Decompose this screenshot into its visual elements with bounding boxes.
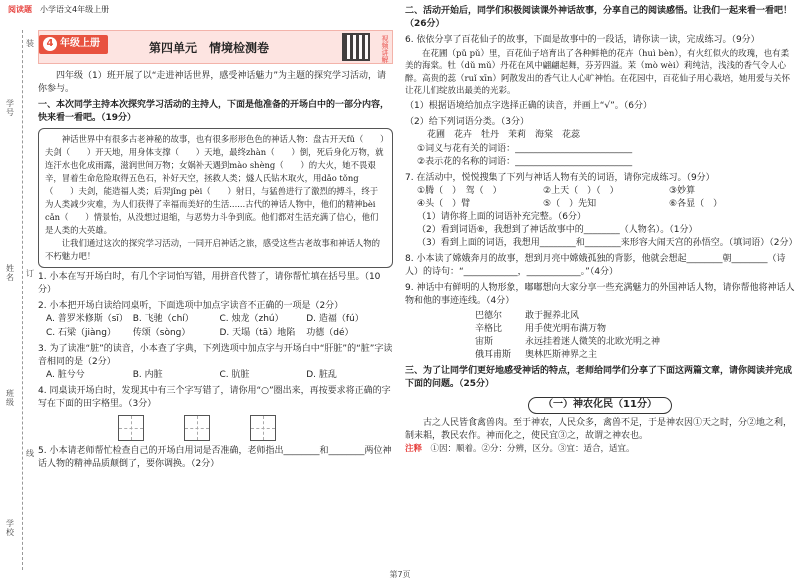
annotation bbox=[405, 443, 795, 455]
question-6-2: （2）给下列词语分类。（3分） bbox=[405, 117, 529, 128]
matching-table bbox=[475, 310, 674, 362]
table-row bbox=[475, 310, 674, 323]
page-number: 第7页 bbox=[389, 570, 411, 580]
brand-label: 阅读题 bbox=[8, 5, 32, 14]
question-7-3[interactable]: （3）看到上面的词语，我想用________和________来形容大闹天宫的孙悟空。（填词语）（2分） bbox=[417, 237, 798, 248]
question-6-2a[interactable]: ①词义与花有关的词语：__________________________ bbox=[417, 143, 633, 154]
question-1-4: 4. 同桌读开场白时，发现其中有三个字写错了，请你用“○”圈出来，再按要求将正确的字写在下面的田字格里。（3分） bbox=[38, 385, 391, 409]
match-left[interactable]: 巴德尔 bbox=[475, 311, 503, 322]
question-7-1: （1）请你将上面的词语补充完整。（6分） bbox=[417, 211, 586, 222]
question-9: 9. 神话中有鲜明的人物形象，嘟嘟想向大家分享一些充满魅力的外国神话人物，请你帮他将神话人物和他的事迹连线。（4分） bbox=[405, 283, 795, 307]
table-row bbox=[475, 349, 674, 362]
grade-label: 年级上册 bbox=[60, 38, 100, 49]
binding-label-id: 学号 bbox=[6, 99, 14, 117]
option-item[interactable]: 功德（dé） bbox=[306, 327, 354, 338]
question-6-passage: 在花圃（pǔ pǔ）里，百花仙子培育出了各种鲜艳的花卉（huì bèn），有火红似火的玫瑰，也有柔美的海棠。牡（dǔ mǔ）丹花在风中翩翩起舞，芬芳四溢。茉（mò wèi）莉纯洁，浅浅的香气令人心醉。高贵的蕊（ruǐ xīn）阿散发出的香气让人心旷神怡。在花园中，百花仙子用心栽培，她用爱与关怀让花儿们绽放出最美的光彩。 bbox=[405, 49, 790, 97]
question-6: 6. 依依分享了百花仙子的故事，下面是故事中的一段话，请你读一读，完成练习。（9分） bbox=[405, 35, 760, 46]
question-1-2: 2. 小本把开场白读给同桌听，下面选项中加点字读音不正确的一项是（2分） bbox=[38, 301, 344, 312]
intro-text: 四年级（1）班开展了以“走进神话世界，感受神话魅力”为主题的探究学习活动，请你参与。 bbox=[38, 71, 387, 95]
annotation-text: ①因：顺着。②分：分辨，区分。③宜：适合，适宜。 bbox=[430, 443, 635, 454]
option-item[interactable]: D. 脏乱 bbox=[306, 369, 337, 380]
binding-cut-2: 订 bbox=[26, 269, 34, 278]
tian-grid-box[interactable] bbox=[184, 415, 210, 441]
story-box bbox=[38, 128, 393, 268]
question-8[interactable]: 8. 小本读了嫦娥奔月的故事，想到月亮中嫦娥孤独的背影，他就会想起________朝________（诗人）的诗句：“____________，____________。”（4分） bbox=[405, 253, 786, 277]
question-7: 7. 在活动中，悦悦搜集了下列与神话人物有关的词语，请你完成练习。（9分） bbox=[405, 172, 715, 183]
right-page bbox=[405, 2, 798, 562]
question-1-heading: 一、本次同学主持本次探究学习活动的主持人，下面是他准备的开场白中的一部分内容，快来看一看吧。（19分） bbox=[38, 100, 390, 124]
book-label: 小学语文4年级上册 bbox=[40, 5, 110, 14]
table-row bbox=[475, 323, 674, 336]
unit-banner bbox=[38, 30, 393, 64]
binding-cut-1: 装 bbox=[26, 39, 34, 48]
grade-number: 4 bbox=[43, 37, 57, 51]
question-1-5: 5. 小本请老师帮忙检查自己的开场白用词是否准确，老师指出________和________两位神话人物的精神品质颠倒了，要你调换。（2分） bbox=[38, 445, 392, 469]
option-item[interactable]: D. 天塌（tā）地陷 bbox=[219, 327, 296, 338]
qr-code-icon[interactable] bbox=[342, 33, 370, 61]
question-6-1: （1）根据语境给加点字选择正确的读音，并画上“√”。（6分） bbox=[405, 101, 653, 112]
section-title bbox=[405, 397, 795, 414]
annotation-label: 注释 bbox=[405, 443, 423, 454]
classical-passage: 古之人民皆食禽兽肉。至于神农，人民众多，禽兽不足，于是神农因①天之时，分②地之利，制耒耜，教民农作。神而化之，使民宜③之，故谓之神农也。 bbox=[405, 417, 793, 441]
option-item[interactable]: B. 飞驰（chí） bbox=[132, 314, 194, 325]
top-strip bbox=[8, 4, 109, 16]
table-row bbox=[475, 336, 674, 349]
match-right[interactable]: 敢于握养北风 bbox=[525, 311, 580, 322]
match-left[interactable]: 宙斯 bbox=[475, 337, 494, 348]
option-item[interactable]: C. 肮脏 bbox=[219, 369, 250, 380]
option-item[interactable]: D. 造福（fú） bbox=[306, 314, 364, 325]
word-item[interactable]: ⑥各显（ ） bbox=[669, 198, 723, 209]
story-paragraph-1: 神话世界中有很多古老神秘的故事，也有很多形形色色的神话人物：盘古开天fǔ（ ）夫剑（ ）开天地，用身体支撑（ ）天地，最终zhàn（ ）倒，死后身化万物，就连汗水也化成雨露，滋润世间万物；女娲补天遇到mào shèng（ ）的大火，她不畏艰辛，冒着生命危险取得五色石，补好天空，拯救人类；燧人氏钻木取火，用dǎo tǒng（ ）夫剑，能造福人类；后羿jǐng pèi（ ）射日，与猛兽进行了激烈的搏斗，终于为人类减少灾难，为人们获得了幸福而美好的生活......古代的神话人物中，他们的精神bèi cǎn（ ）情景怡，从没想过退缩，与恶势力斗争到底。他们都对生活充满了信心，他们是人类的大英雄。 bbox=[45, 134, 385, 236]
question-7-2[interactable]: （2）看到词语⑥，我想到了神话故事中的________（人物名）。（1分） bbox=[417, 224, 698, 235]
word-item[interactable]: ①腾（ ） 驾（ ） bbox=[417, 185, 502, 196]
page-title: 第四单元 情境检测卷 bbox=[149, 41, 270, 55]
question-6-2b[interactable]: ②表示花的名称的词语：__________________________ bbox=[417, 156, 633, 167]
option-item[interactable]: A. 脏兮兮 bbox=[46, 369, 85, 380]
binding-label-school: 学校 bbox=[6, 519, 14, 537]
match-left[interactable]: 辛格比 bbox=[475, 324, 503, 335]
word-item[interactable]: ⑤（ ）先知 bbox=[543, 198, 597, 209]
option-item[interactable]: C. 烛龙（zhú） bbox=[219, 314, 284, 325]
match-left[interactable]: 俄耳甫斯 bbox=[475, 350, 512, 361]
option-item[interactable]: B. 内脏 bbox=[132, 369, 163, 380]
question-6-words: 花圃 花卉 牡丹 茉莉 海棠 花蕊 bbox=[427, 130, 581, 141]
match-right[interactable]: 用手使光明布满万物 bbox=[525, 324, 607, 335]
word-item[interactable]: ④头（ ）臂 bbox=[417, 198, 471, 209]
question-7-words bbox=[405, 185, 795, 211]
question-3-heading: 三、为了让同学们更好地感受神话的特点，老师给同学们分享了下面这两篇文章，请你阅读并完成下面的问题。（25分） bbox=[405, 366, 793, 390]
word-item[interactable]: ③妙算 bbox=[669, 185, 696, 196]
qr-label: 视频讲解 bbox=[381, 35, 389, 63]
question-2-heading: 二、活动开始后，同学们积极阅读课外神话故事，分享自己的阅读感悟。让我们一起来看一看吧！（26分） bbox=[405, 6, 793, 30]
word-item[interactable]: ②上天（ ）（ ） bbox=[543, 185, 619, 196]
binding-label-name: 姓名 bbox=[6, 264, 14, 282]
binding-margin bbox=[0, 30, 34, 570]
option-item[interactable]: C. 石梁（jiàng） bbox=[46, 327, 116, 338]
question-1-2-options bbox=[38, 313, 393, 339]
story-paragraph-2: 让我们通过这次的探究学习活动，一同开启神话之旅，感受这些古老故事和神话人物的不朽魅力吧！ bbox=[45, 238, 381, 262]
match-right[interactable]: 奥林匹斯神界之主 bbox=[525, 350, 598, 361]
tian-grid-box[interactable] bbox=[118, 415, 144, 441]
binding-cut-3: 线 bbox=[26, 449, 34, 458]
option-item[interactable]: 传颂（sòng） bbox=[132, 327, 191, 338]
cut-line bbox=[22, 30, 23, 570]
match-right[interactable]: 永远挂着迷人微笑的北欧光明之神 bbox=[525, 337, 661, 348]
section-title-label: （一）神农化民（11分） bbox=[528, 397, 672, 414]
question-1-3: 3. 为了读准“脏”的读音，小本查了字典，下列选项中加点字与开场白中“肝脏”的“脏”字读音相同的是（2分） bbox=[38, 343, 393, 367]
option-item[interactable]: A. 普罗米修斯（sī） bbox=[46, 314, 128, 325]
tian-grid-row bbox=[118, 415, 393, 441]
question-1-1: 1. 小本在写开场白时，有几个字词怕写错，用拼音代替了，请你帮忙填在括号里。（10分） bbox=[38, 272, 381, 296]
binding-label-class: 班级 bbox=[6, 389, 14, 407]
question-1-3-options bbox=[38, 369, 393, 382]
left-page bbox=[38, 30, 393, 565]
tian-grid-box[interactable] bbox=[250, 415, 276, 441]
grade-badge bbox=[39, 35, 108, 54]
